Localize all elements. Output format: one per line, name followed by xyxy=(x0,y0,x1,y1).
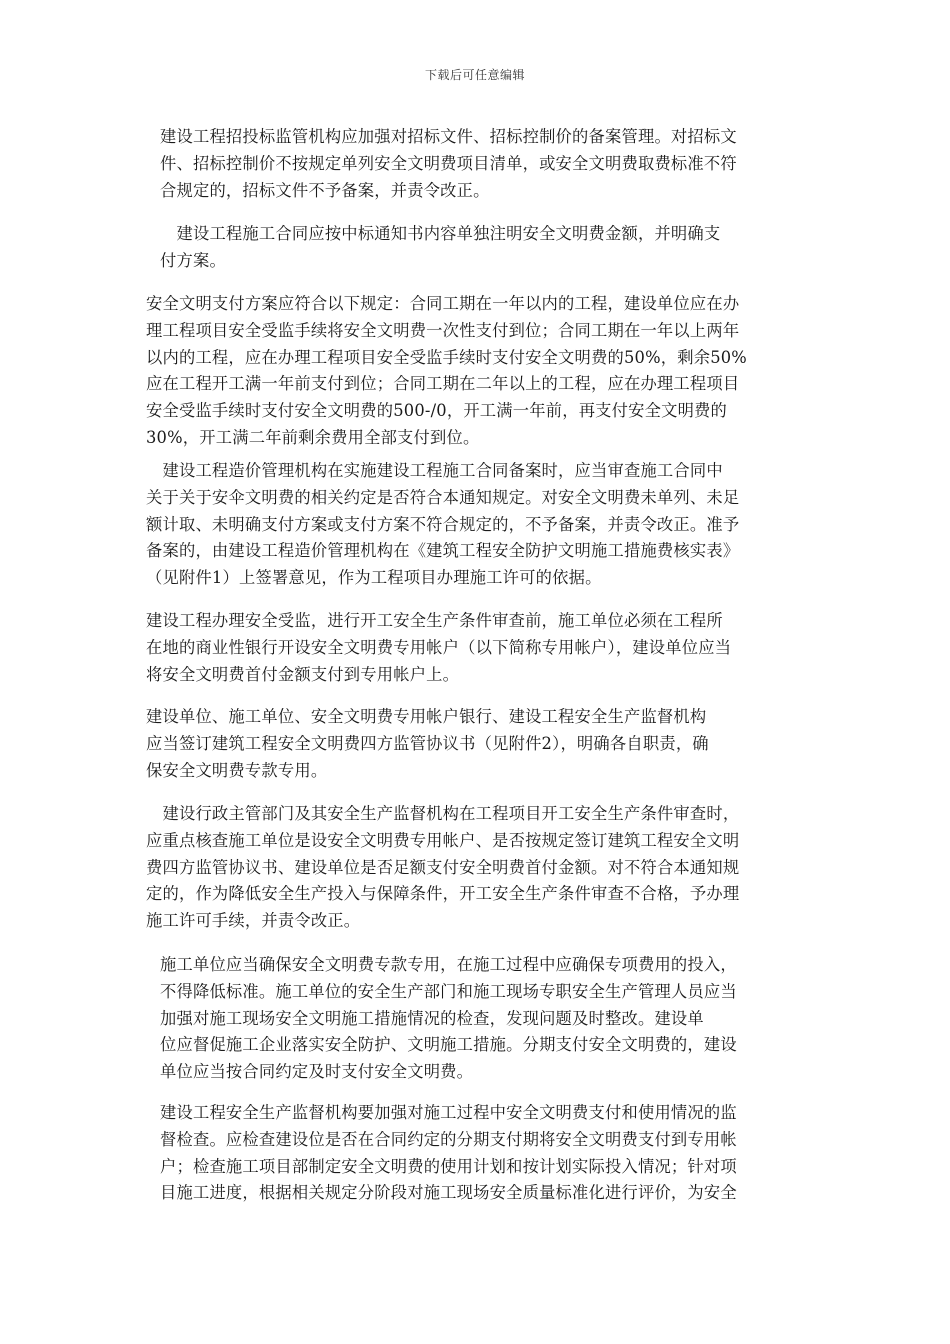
paragraph-line: 位应督促施工企业落实安全防护、文明施工措施。分期支付安全文明费的，建设 xyxy=(160,1035,737,1055)
paragraph-line: 建设行政主管部门及其安全生产监督机构在工程项目开工安全生产条件审查时， xyxy=(146,804,740,823)
paragraph-line: 费四方监管协议书、建设单位是否足额支付安全明费首付金额。对不符合本通知规 xyxy=(146,857,740,877)
paragraph-line: 合规定的，招标文件不予备案，并责令改正。 xyxy=(160,180,490,200)
paragraph-line: 建设工程安全生产监督机构要加强对施工过程中安全文明费支付和使用情况的监 xyxy=(160,1103,737,1122)
page-header-note: 下载后可任意编辑 xyxy=(424,68,525,82)
paragraph-line: 保安全文明费专款专用。 xyxy=(146,760,328,780)
paragraph-line: 建设工程办理安全受监，进行开工安全生产条件审查前，施工单位必须在工程所 xyxy=(146,611,723,630)
paragraph-line: 不得降低标准。施工单位的安全生产部门和施工现场专职安全生产管理人员应当 xyxy=(160,981,737,1001)
paragraph-line: 关于关于安伞文明费的相关约定是否符合本通知规定。对安全文明费未单列、未足 xyxy=(146,487,740,507)
paragraph-line: 应在工程开工满一年前支付到位；合同工期在二年以上的工程，应在办理工程项目 xyxy=(146,374,740,394)
paragraph-dedicated-use xyxy=(160,952,820,1086)
paragraph-line: 施工许可手续，并责令改正。 xyxy=(146,911,361,931)
paragraph-line: 备案的，由建设工程造价管理机构在《建筑工程安全防护文明施工措施费核实表》 xyxy=(146,541,740,561)
paragraph-line: 加强对施工现场安全文明施工措施情况的检查，发现问题及时整改。建设单 xyxy=(160,1008,704,1028)
paragraph-line: 建设单位、施工单位、安全文明费专用帐户银行、建设工程安全生产监督机构 xyxy=(146,707,707,726)
paragraph-tender-filing xyxy=(160,124,820,204)
paragraph-special-account xyxy=(146,608,806,688)
paragraph-line: 付方案。 xyxy=(160,250,226,270)
paragraph-line: 在地的商业性银行开设安全文明费专用帐户（以下简称专用帐户），建设单位应当 xyxy=(146,637,732,657)
paragraph-line: 单位应当按合同约定及时支付安全文明费。 xyxy=(160,1062,474,1082)
paragraph-line: 以内的工程，应在办理工程项目安全受监手续时支付安全文明费的50%，剩余50% xyxy=(146,347,747,367)
paragraph-contract-amount xyxy=(160,221,820,275)
paragraph-line: 件、招标控制价不按规定单列安全文明费项目清单，或安全文明费取费标准不符 xyxy=(160,153,737,173)
paragraph-payment-plan xyxy=(146,291,806,452)
paragraph-line: 额计取、未明确支付方案或支付方案不符合规定的，不予备案，并责令改正。准予 xyxy=(146,514,740,534)
paragraph-cost-management xyxy=(146,458,806,592)
paragraph-line: 建设工程造价管理机构在实施建设工程施工合同备案时，应当审查施工合同中 xyxy=(146,461,723,480)
paragraph-line: 目施工进度，根据相关规定分阶段对施工现场安全质量标准化进行评价，为安全 xyxy=(160,1183,737,1203)
paragraph-line: 应当签订建筑工程安全文明费四方监管协议书（见附件2），明确各自职责，确 xyxy=(146,733,709,753)
paragraph-line: 建设工程招投标监管机构应加强对招标文件、招标控制价的备案管理。对招标文 xyxy=(160,127,737,146)
paragraph-line: 建设工程施工合同应按中标通知书内容单独注明安全文明费金额，并明确支 xyxy=(160,224,721,243)
paragraph-line: 户；检查施工项目部制定安全文明费的使用计划和按计划实际投入情况；针对项 xyxy=(160,1156,737,1176)
paragraph-four-party-agreement xyxy=(146,704,806,784)
paragraph-line: 施工单位应当确保安全文明费专款专用，在施工过程中应确保专项费用的投入， xyxy=(160,955,737,974)
paragraph-line: 安全文明支付方案应符合以下规定：合同工期在一年以内的工程，建设单位应在办 xyxy=(146,294,740,313)
paragraph-line: 安全受监手续时支付安全文明费的500-/0，开工满一年前，再支付安全文明费的 xyxy=(146,401,728,421)
paragraph-line: 理工程项目安全受监手续将安全文明费一次性支付到位；合同工期在一年以上两年 xyxy=(146,320,740,340)
paragraph-line: （见附件1）上签署意见，作为工程项目办理施工许可的依据。 xyxy=(146,568,602,588)
paragraph-line: 将安全文明费首付金额支付到专用帐户上。 xyxy=(146,664,460,684)
paragraph-line: 应重点核查施工单位是设安全文明费专用帐户、是否按规定签订建筑工程安全文明 xyxy=(146,830,740,850)
paragraph-supervision xyxy=(160,1100,820,1207)
paragraph-line: 30%，开工满二年前剩余费用全部支付到位。 xyxy=(146,427,480,447)
paragraph-line: 定的，作为降低安全生产投入与保障条件，开工安全生产条件审查不合格，予办理 xyxy=(146,884,740,904)
paragraph-startup-review xyxy=(146,801,806,935)
paragraph-line: 督检查。应检查建设位是否在合同约定的分期支付期将安全文明费支付到专用帐 xyxy=(160,1129,737,1149)
